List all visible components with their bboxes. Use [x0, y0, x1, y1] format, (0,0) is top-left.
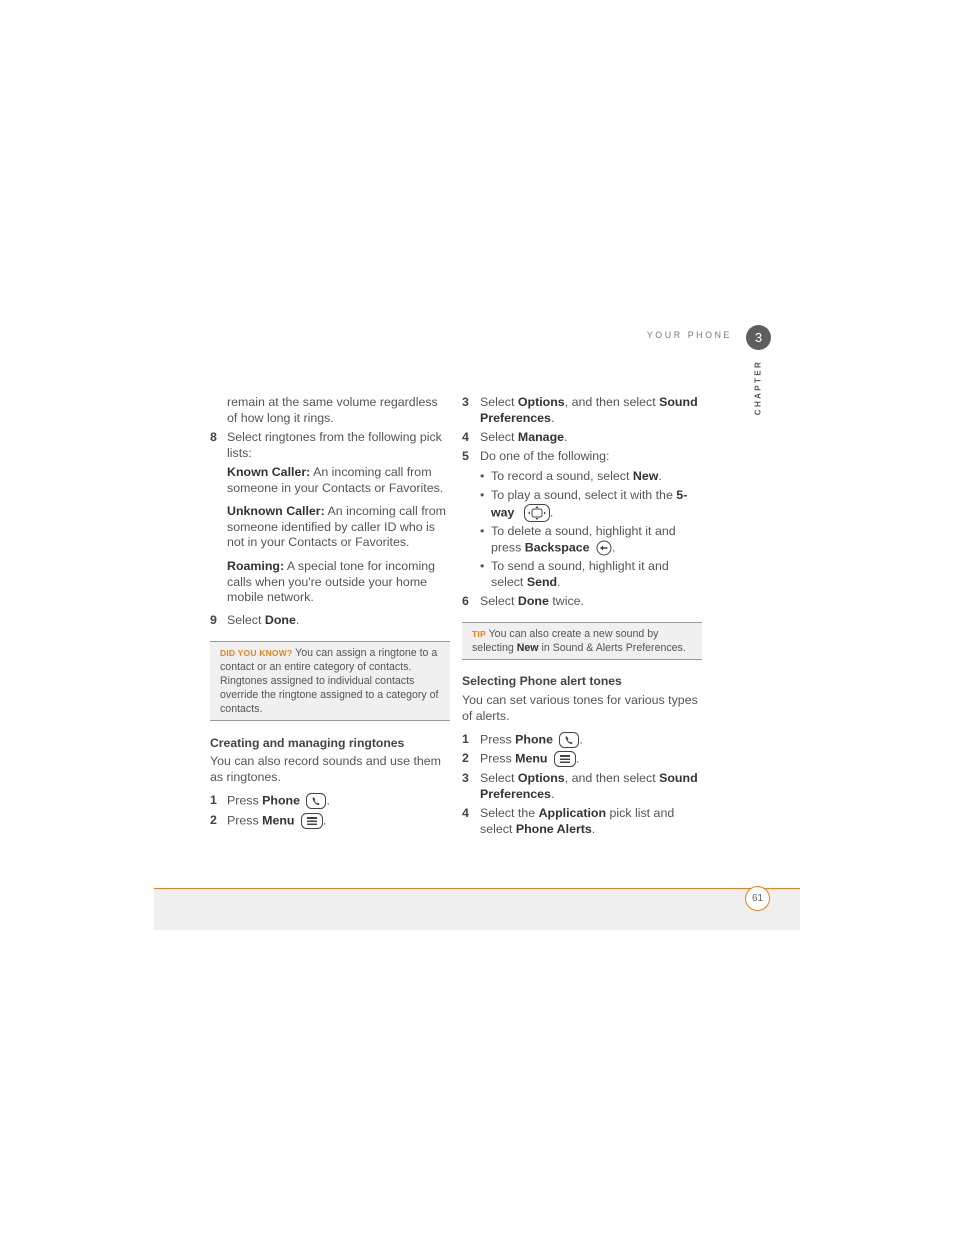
step-5: 5 Do one of the following:: [462, 449, 610, 463]
menu-key-icon: [301, 813, 323, 829]
bullet-play: • To play a sound, select it with the 5-way .: [480, 488, 702, 522]
continued-text: remain at the same volume regardless of how long it rings.: [227, 395, 438, 425]
alert-step-1: 1 Press Phone .: [462, 732, 583, 747]
chapter-number-badge: 3: [746, 325, 771, 350]
did-you-know-label: DID YOU KNOW?: [220, 648, 293, 658]
chapter-label: CHAPTER: [753, 359, 763, 416]
bullet-record: • To record a sound, select New.: [480, 469, 662, 483]
step-4: 4 Select Manage.: [462, 430, 568, 444]
step-9: 9 Select Done.: [210, 613, 300, 627]
bullet-send: • To send a sound, highlight it and select Send.: [480, 559, 669, 589]
did-you-know-box: [210, 641, 450, 721]
alert-tones-text: You can set various tones for various types of alerts.: [462, 693, 698, 723]
tip-label: TIP: [472, 629, 486, 639]
unknown-caller-option: Unknown Caller: An incoming call from someone identified by caller ID who is not in your Contacts or Favorites.: [227, 504, 446, 550]
page-number-badge: 61: [745, 886, 770, 911]
alert-step-2: 2 Press Menu .: [462, 751, 580, 766]
phone-key-icon: [306, 793, 326, 809]
section-title: YOUR PHONE: [646, 330, 732, 340]
5-way-navigator-icon: [524, 504, 550, 522]
create-step-2: 2 Press Menu .: [210, 813, 327, 828]
create-step-1: 1 Press Phone .: [210, 793, 330, 808]
footer-band: [154, 888, 800, 930]
creating-ringtones-text: You can also record sounds and use them as ringtones.: [210, 754, 441, 784]
roaming-option: Roaming: A special tone for incoming calls when you're outside your home mobile network.: [227, 559, 435, 605]
step-6: 6 Select Done twice.: [462, 594, 585, 608]
did-you-know-text: You can assign a ringtone to a contact or an entire category of contacts. Ringtones assigned to individual contacts override the ringtone assigned to a category of contacts.: [220, 647, 439, 715]
phone-key-icon: [559, 732, 579, 748]
alert-step-3: 3 Select Options, and then select Sound Preferences.: [462, 771, 698, 801]
known-caller-option: Known Caller: An incoming call from someone in your Contacts or Favorites.: [227, 465, 444, 495]
bullet-delete: • To delete a sound, highlight it and press Backspace .: [480, 524, 676, 554]
step-3: 3 Select Options, and then select Sound Preferences.: [462, 395, 698, 425]
alert-step-4: 4 Select the Application pick list and select Phone Alerts.: [462, 806, 675, 836]
backspace-key-icon: [596, 540, 612, 556]
tip-box: TIP You can also create a new sound by selecting New in Sound & Alerts Preferences.: [462, 622, 702, 660]
alert-tones-heading: Selecting Phone alert tones: [462, 674, 622, 688]
creating-ringtones-heading: Creating and managing ringtones: [210, 736, 405, 750]
menu-key-icon: [554, 751, 576, 767]
step-8: 8 Select ringtones from the following pick lists:: [210, 430, 442, 460]
